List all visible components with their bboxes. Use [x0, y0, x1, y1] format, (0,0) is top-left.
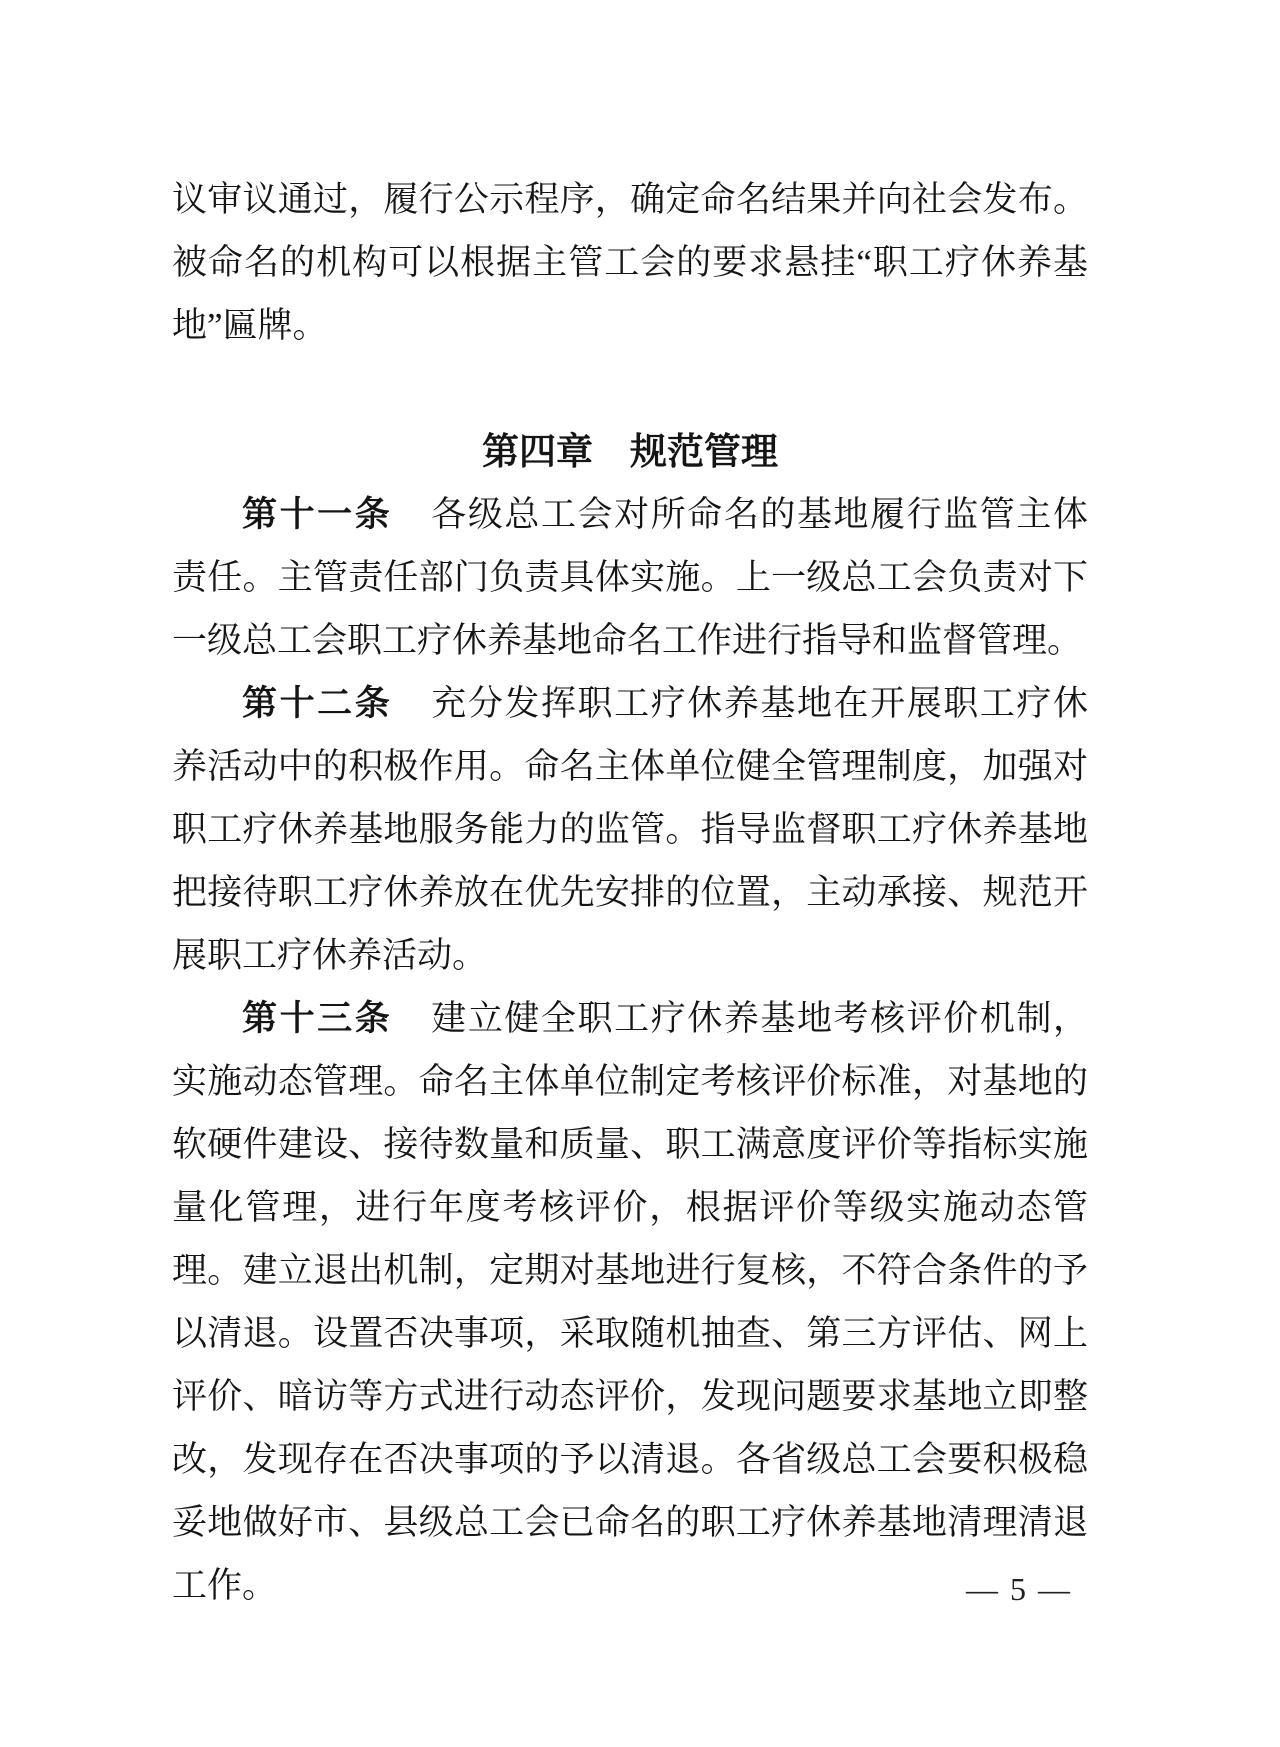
article-11-text: 各级总工会对所命名的基地履行监管主体责任。主管责任部门负责具体实施。上一级总工会负责对下一级总工会职工疗休养基地命名工作进行指导和监督管理。: [172, 495, 1088, 660]
article-13-text: 建立健全职工疗休养基地考核评价机制，实施动态管理。命名主体单位制定考核评价标准，对基地的软硬件建设、接待数量和质量、职工满意度评价等指标实施量化管理，进行年度考核评价，根据评价等级实施动态管理。建立退出机制，定期对基地进行复核，不符合条件的予以清退。设置否决事项，采取随机抽查、第三方评估、网上评价、暗访等方式进行动态评价，发现问题要求基地立即整改，发现存在否决事项的予以清退。各省级总工会要积极稳妥地做好市、县级总工会已命名的职工疗休养基地清理清退工作。: [172, 999, 1088, 1605]
page-number: — 5 —: [966, 1571, 1072, 1607]
article-paragraph-12: [172, 672, 1088, 987]
page-content: [172, 168, 1088, 1617]
article-paragraph-11: [172, 483, 1088, 672]
chapter-heading: 第四章 规范管理: [482, 431, 778, 472]
article-11-label: 第十一条: [242, 495, 393, 534]
article-12-label: 第十二条: [242, 684, 393, 723]
article-12-text: 充分发挥职工疗休养基地在开展职工疗休养活动中的积极作用。命名主体单位健全管理制度，加强对职工疗休养基地服务能力的监管。指导监督职工疗休养基地把接待职工疗休养放在优先安排的位置，主动承接、规范开展职工疗休养活动。: [172, 684, 1088, 975]
paragraph-continuation: 议审议通过，履行公示程序，确定命名结果并向社会发布。被命名的机构可以根据主管工会的要求悬挂“职工疗休养基地”匾牌。: [172, 180, 1088, 345]
article-paragraph-13: [172, 987, 1088, 1617]
article-13-label: 第十三条: [242, 999, 393, 1038]
